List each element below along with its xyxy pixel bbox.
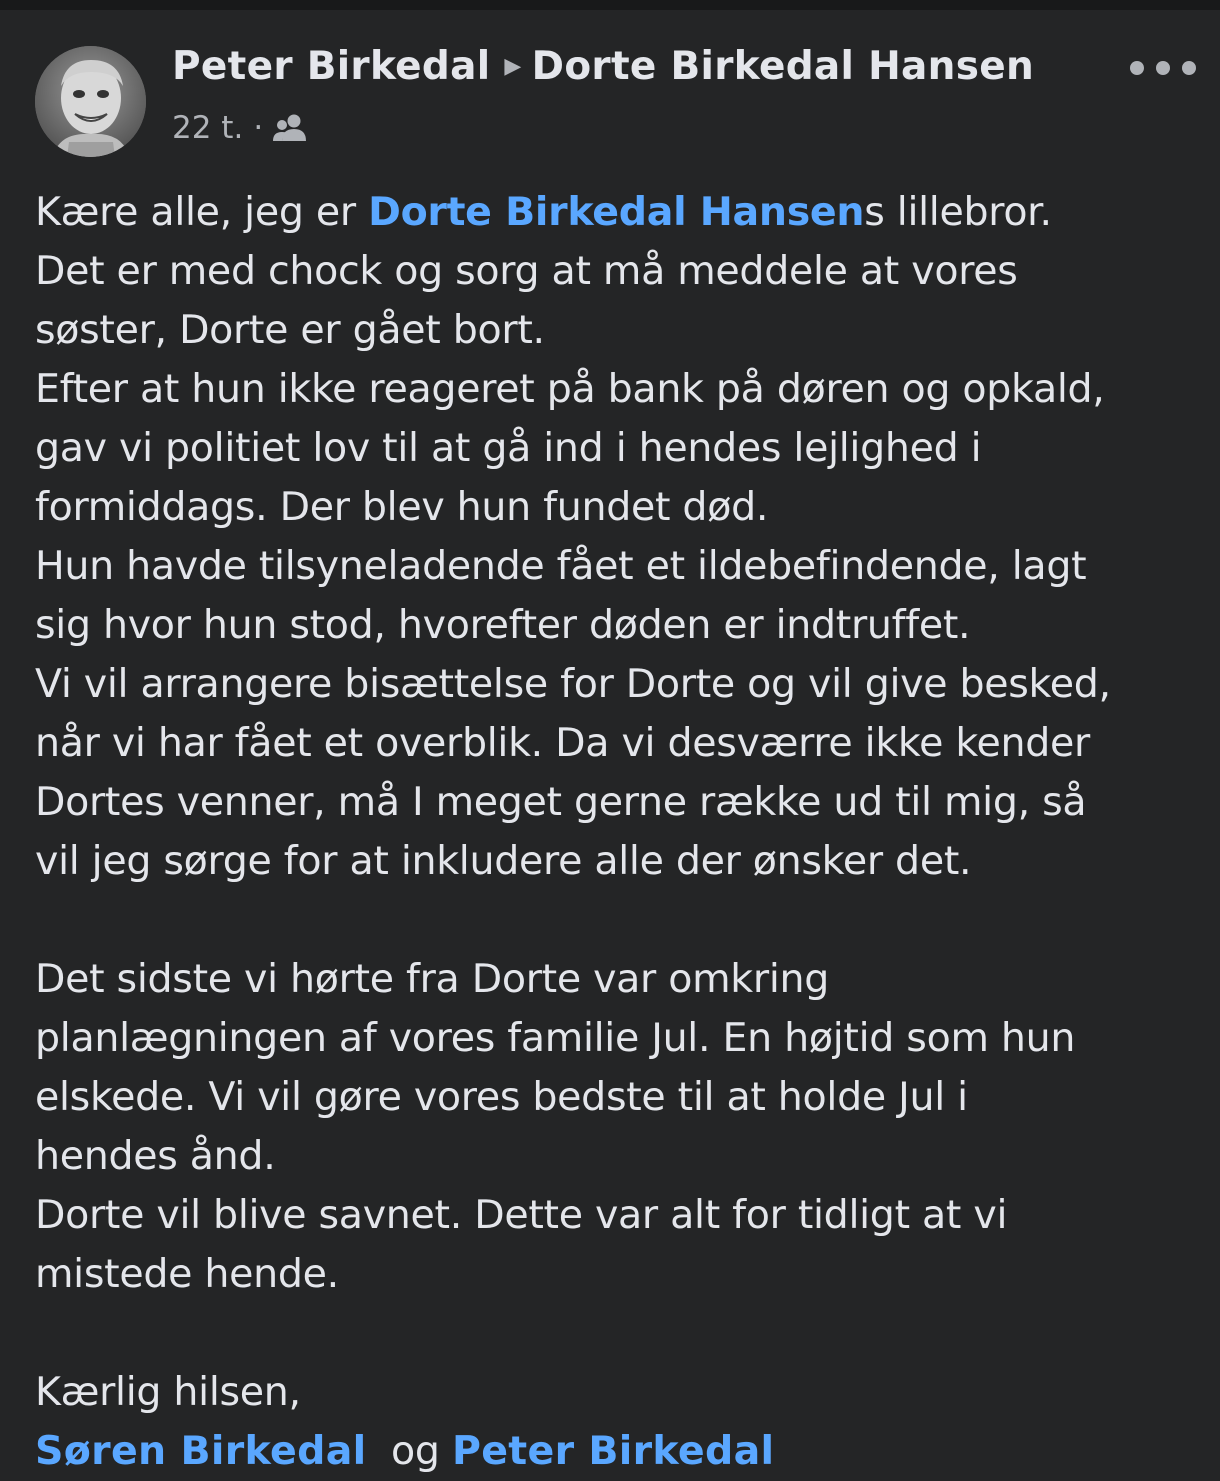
post-meta <box>172 110 307 146</box>
post-line: vil jeg sørge for at inkludere alle der ønsker det. <box>35 838 972 884</box>
text-span: Kære alle, jeg er <box>35 189 369 235</box>
post-card <box>0 10 1220 1473</box>
more-options-icon-dot <box>1156 61 1170 75</box>
post-line: Efter at hun ikke reageret på bank på døren og opkald, <box>35 366 1105 412</box>
post-line: gav vi politiet lov til at gå ind i hendes lejlighed i <box>35 425 982 471</box>
post-line: Dortes venner, må I meget gerne række ud til mig, så <box>35 779 1087 825</box>
post-line: når vi har fået et overblik. Da vi desværre ikke kender <box>35 720 1090 766</box>
friends-icon <box>273 113 307 143</box>
meta-separator: · <box>253 110 264 146</box>
post-line: formiddags. Der blev hun fundet død. <box>35 484 769 530</box>
post-line: Vi vil arrangere bisættelse for Dorte og vil give besked, <box>35 661 1111 707</box>
post-line: planlægningen af vores familie Jul. En højtid som hun <box>35 1015 1076 1061</box>
target-name[interactable]: Dorte Birkedal Hansen <box>531 44 1035 89</box>
signature-line <box>35 1422 1205 1481</box>
post-body <box>35 183 1205 1481</box>
signature-and: og <box>391 1428 440 1474</box>
tag-link-dorte[interactable]: Dorte Birkedal Hansen <box>368 189 865 235</box>
post-line: sig hvor hun stod, hvorefter døden er indtruffet. <box>35 602 971 648</box>
post-line: mistede hende. <box>35 1251 339 1297</box>
post-line: søster, Dorte er gået bort. <box>35 307 545 353</box>
greeting: Kærlig hilsen, <box>35 1369 301 1415</box>
post-time[interactable]: 22 t. <box>172 110 244 146</box>
author-name[interactable]: Peter Birkedal <box>172 44 491 89</box>
more-options-icon-dot <box>1182 61 1196 75</box>
post-line: elskede. Vi vil gøre vores bedste til at holde Jul i <box>35 1074 968 1120</box>
post-line: Det sidste vi hørte fra Dorte var omkring <box>35 956 829 1002</box>
tag-link-soren[interactable]: Søren Birkedal <box>35 1428 367 1474</box>
more-options-icon <box>1130 61 1144 75</box>
post-line: Hun havde tilsyneladende fået et ildebefindende, lagt <box>35 543 1087 589</box>
arrow-right-icon: ▶ <box>504 54 522 79</box>
status-bar-edge <box>0 0 1220 10</box>
avatar[interactable] <box>35 46 146 157</box>
text-span: s lillebror. <box>864 189 1052 235</box>
tag-link-peter[interactable]: Peter Birkedal <box>451 1428 775 1474</box>
more-options-button[interactable] <box>1130 48 1196 88</box>
post-line <box>35 183 1205 242</box>
paragraph-gap <box>35 1304 1205 1363</box>
post-header-title <box>172 44 1034 89</box>
post-line: hendes ånd. <box>35 1133 276 1179</box>
post-line: Det er med chock og sorg at må meddele at vores <box>35 248 1018 294</box>
avatar-photo <box>35 46 146 157</box>
post-line: Dorte vil blive savnet. Dette var alt for tidligt at vi <box>35 1192 1008 1238</box>
paragraph-gap <box>35 891 1205 950</box>
